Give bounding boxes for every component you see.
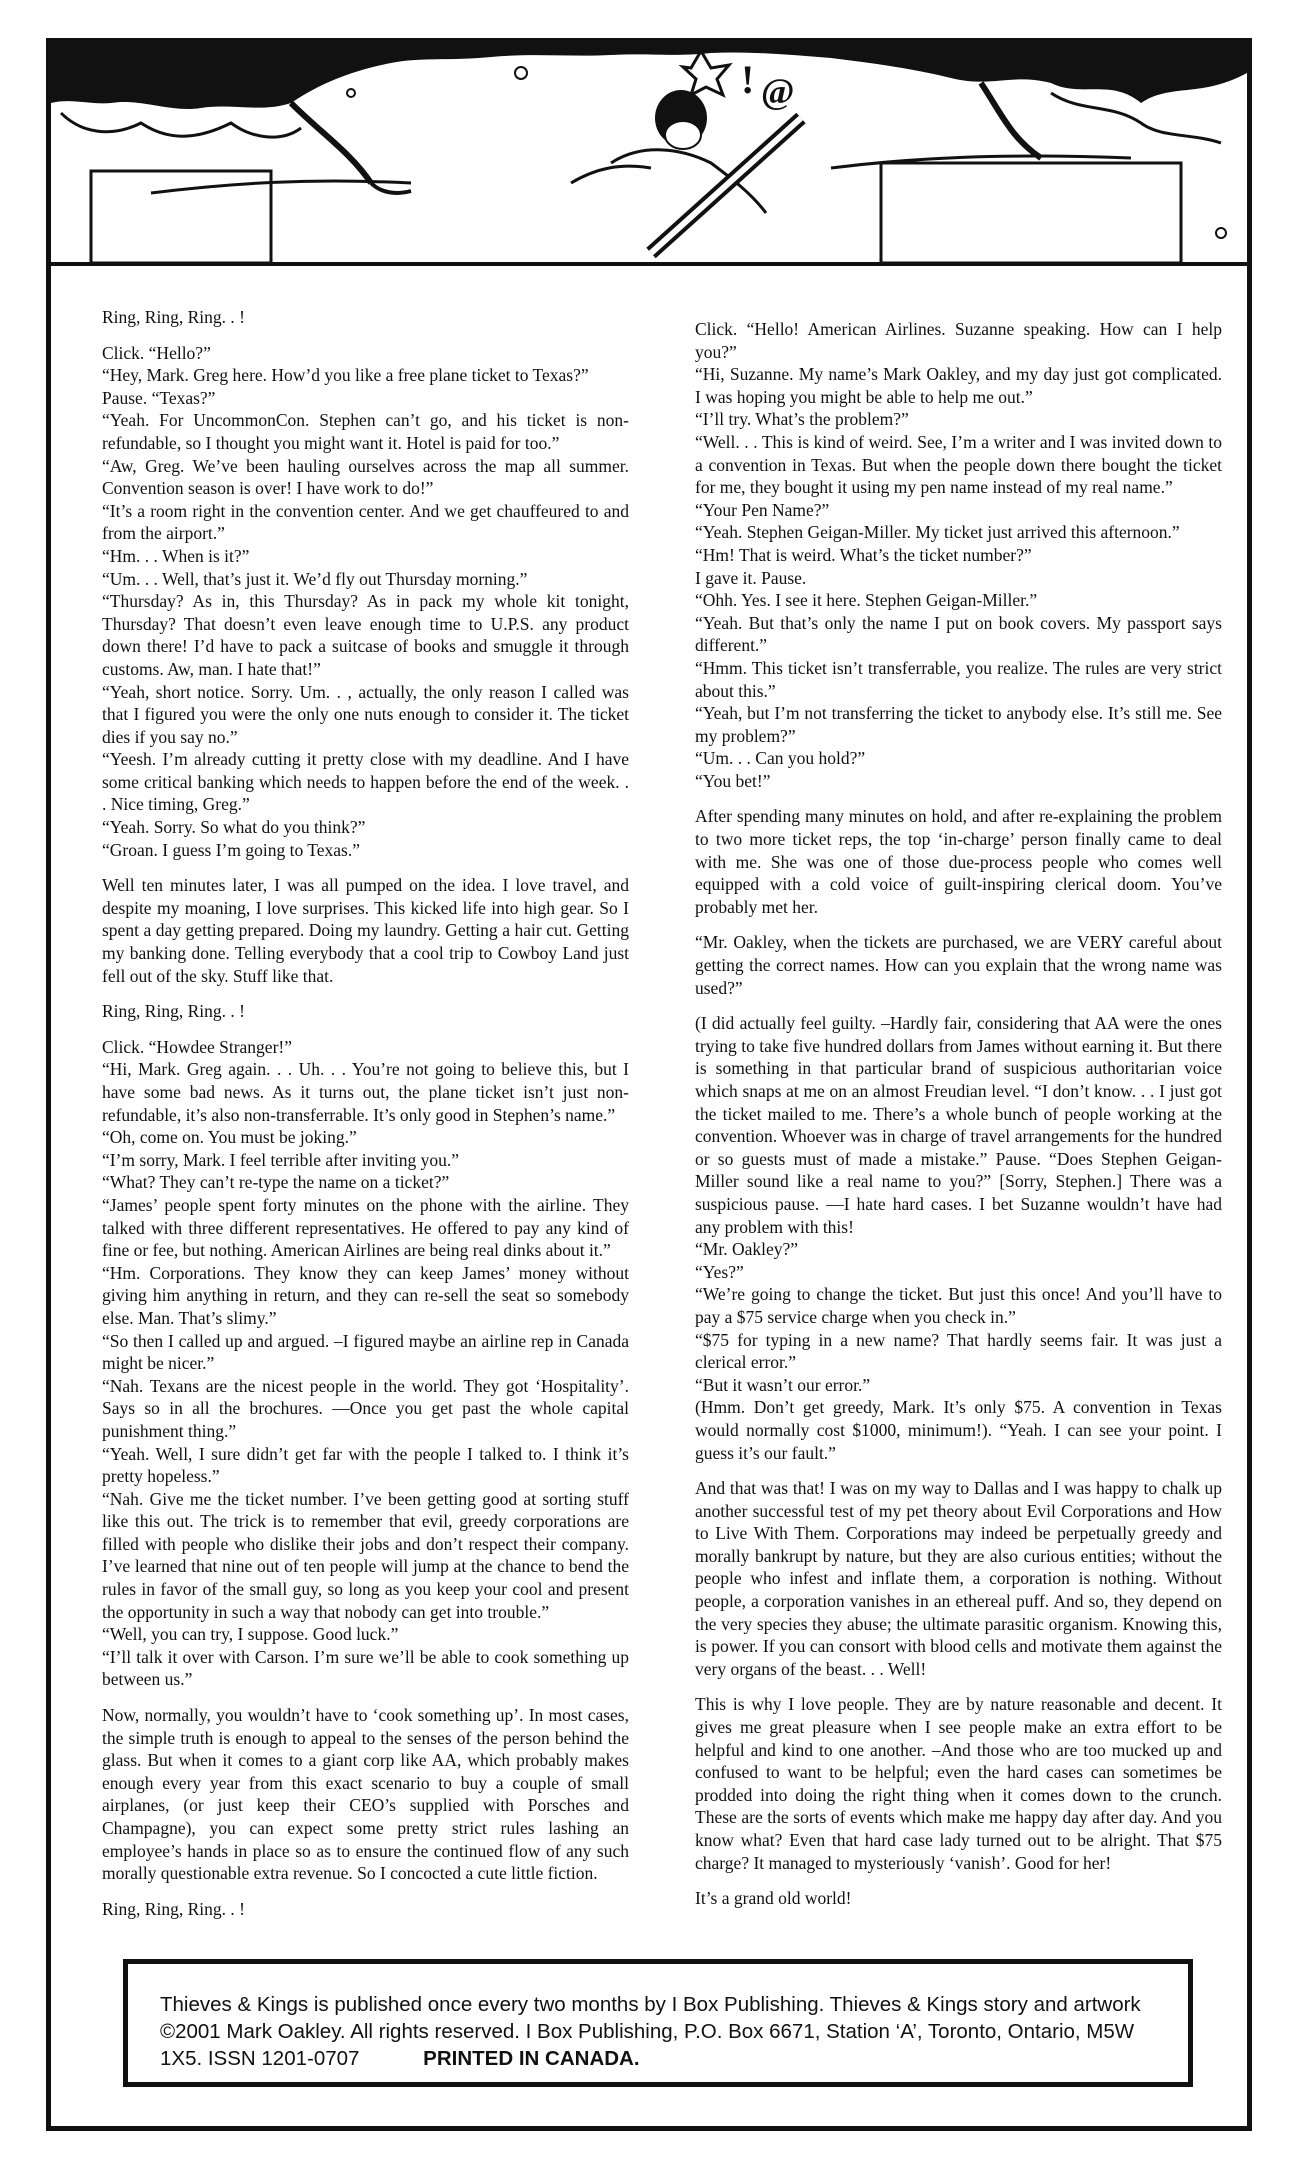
- article-paragraph: Well ten minutes later, I was all pumped on the idea. I love travel, and despite my moaning, I love surprises. This kicked life into high gear. So I spent a day getting prepared. Doing my laundry. Getting a hair cut. Getting my banking done. Telling everybody that a cool trip to Cowboy Land just fell out of the sky. Stuff like that.: [102, 875, 629, 986]
- article-paragraph: “Groan. I guess I’m going to Texas.”: [102, 839, 360, 860]
- article-paragraph: “Yeah. Sorry. So what do you think?”: [102, 817, 366, 838]
- article-left-column: [102, 306, 629, 1920]
- article-paragraph: “We’re going to change the ticket. But just this once! And you’ll have to pay a $75 service charge when you check in.”: [695, 1284, 1222, 1327]
- article-paragraph: “I’ll talk it over with Carson. I’m sure we’ll be able to cook something up between us.”: [102, 1646, 629, 1690]
- illustration-divider: [51, 262, 1247, 266]
- article-paragraph: “Hi, Suzanne. My name’s Mark Oakley, and my day just got complicated. I was hoping you might be able to help me out.”: [695, 364, 1222, 407]
- article-paragraph: “$75 for typing in a new name? That hardly seems fair. It was just a clerical error.”: [695, 1329, 1222, 1373]
- article-paragraph: “Hm. Corporations. They know they can keep James’ money without giving him anything in return, and they can re-sell the seat so somebody else. Man. That’s slimy.”: [102, 1262, 629, 1328]
- article-paragraph: “Mr. Oakley?”: [695, 1239, 799, 1260]
- article-paragraph: Ring, Ring, Ring. . !: [102, 307, 245, 327]
- article-paragraph: “Yeah. Well, I sure didn’t get far with the people I talked to. I think it’s pretty hopeless.”: [102, 1443, 629, 1487]
- article-paragraph: And that was that! I was on my way to Dallas and I was happy to chalk up another successful test of my pet theory about Evil Corporations and How to Live With Them. Corporations may indeed be perpetually greedy and morally bankrupt by nature, but they are also curious entities; without the people who infest and inflate them, a corporation is nothing. Without people, a corporation vanishes in an ethereal puff. And so, they depend on the very species they abuse; the ultimate parasitic organism. Knowing this, is power. If you can consort with blood cells and motivate them against the very organs of the beast. . . Well!: [695, 1478, 1222, 1679]
- article-paragraph: “Yeah. Stephen Geigan-Miller. My ticket just arrived this afternoon.”: [695, 522, 1180, 543]
- article-paragraph: “Your Pen Name?”: [695, 499, 830, 520]
- article-paragraph: “Um. . . Can you hold?”: [695, 748, 866, 769]
- article-paragraph: “Hm! That is weird. What’s the ticket number?”: [695, 544, 1032, 565]
- article-paragraph: “What? They can’t re-type the name on a ticket?”: [102, 1172, 450, 1193]
- article-paragraph: Now, normally, you wouldn’t have to ‘cook something up’. In most cases, the simple truth is enough to appeal to the senses of the person behind the glass. But when it comes to a giant corp like AA, which probably makes enough every year from this exact scenario to buy a couple of small airplanes, (or just keep their CEO’s supplied with Porsches and Champagne), you can expect some pretty strict rules lashing an employee’s hands in place so as to ensure the continued flow of any such morally questionable extra revenue. So I concocted a cute little fiction.: [102, 1705, 629, 1884]
- article-paragraph: “Yeah. For UncommonCon. Stephen can’t go, and his ticket is non-refundable, so I thought you might want it. Hotel is paid for too.”: [102, 410, 629, 453]
- article-paragraph: Ring, Ring, Ring. . !: [102, 1898, 245, 1919]
- article-paragraph: (I did actually feel guilty. –Hardly fair, considering that AA were the ones trying to take five hundred dollars from James without earning it. But there is something in that particular brand of suspicious authoritarian voice which snaps at me on an almost Freudian level. “I don’t know. . . I just got the ticket mailed to me. There’s a whole bunch of people working at the convention. Whoever was in charge of travel arrangements for the hundred or so guests must of made a mistake.” Pause. “Does Stephen Geigan-Miller sound like a real name to you?” [Sorry, Stephen.] There was a suspicious pause. —I hate hard cases. I bet Suzanne wouldn’t have had any problem with this!: [695, 1013, 1222, 1237]
- article-paragraph: “Oh, come on. You must be joking.”: [102, 1127, 357, 1148]
- article-paragraph: Click. “Howdee Stranger!”: [102, 1036, 292, 1057]
- article-paragraph: “It’s a room right in the convention center. And we get chauffeured to and from the airport.”: [102, 500, 629, 544]
- article-paragraph: This is why I love people. They are by nature reasonable and decent. It gives me great pleasure when I see people make an extra effort to be helpful and kind to one another. –And those who are too mucked up and confused to want to be helpful; even the hard cases can sometimes be prodded into doing the right thing when it comes down to the crunch. These are the sorts of events which make me happy day after day. And you know what? Even that hard case lady turned out to be alright. That $75 charge? It managed to mysteriously ‘vanish’. Good for her!: [695, 1694, 1222, 1873]
- article-paragraph: “Hi, Mark. Greg again. . . Uh. . . You’re not going to believe this, but I have some bad news. As it turns out, the plane ticket isn’t just non-refundable, it’s also non-transferrable. It’s only good in Stephen’s name.”: [102, 1059, 629, 1125]
- article-paragraph: “Mr. Oakley, when the tickets are purchased, we are VERY careful about getting the correct names. How can you explain that the wrong name was used?”: [695, 932, 1222, 998]
- article-paragraph: “Hmm. This ticket isn’t transferrable, you realize. The rules are very strict about this.”: [695, 657, 1222, 701]
- article-right-column: [695, 318, 1222, 1910]
- article-paragraph: “Aw, Greg. We’ve been hauling ourselves across the map all summer. Convention season is over! I have work to do!”: [102, 455, 629, 499]
- svg-text:!: !: [741, 57, 755, 102]
- article-paragraph: “Nah. Give me the ticket number. I’ve been getting good at sorting stuff like this out. The trick is to remember that evil, greedy corporations are filled with people who dislike their jobs and don’t respect their company. I’ve learned that nine out of ten people will jump at the chance to bend the rules in favor of the small guy, so long as you keep your cool and present the opportunity in such a way that nobody can get into trouble.”: [102, 1488, 629, 1622]
- article-paragraph: (Hmm. Don’t get greedy, Mark. It’s only $75. A convention in Texas would normally cost $1000, minimum!). “Yeah. I can see your point. I guess it’s our fault.”: [695, 1397, 1222, 1463]
- article-paragraph: It’s a grand old world!: [695, 1888, 852, 1909]
- article-paragraph: “So then I called up and argued. –I figured maybe an airline rep in Canada might be nicer.”: [102, 1330, 629, 1374]
- article-paragraph: “Yeah, short notice. Sorry. Um. . , actually, the only reason I called was that I figured you were the only one nuts enough to consider it. The ticket dies if you say no.”: [102, 681, 629, 747]
- article-paragraph: “I’m sorry, Mark. I feel terrible after inviting you.”: [102, 1149, 459, 1170]
- article-paragraph: Ring, Ring, Ring. . !: [102, 1001, 245, 1022]
- article-paragraph: “James’ people spent forty minutes on the phone with the airline. They talked with three different representatives. He offered to pay any kind of fine or fee, but nothing. American Airlines are being real dinks about it.”: [102, 1194, 629, 1261]
- article-paragraph: “But it wasn’t our error.”: [695, 1374, 871, 1395]
- article-paragraph: “Hm. . . When is it?”: [102, 545, 250, 566]
- article-paragraph: Pause. “Texas?”: [102, 387, 216, 408]
- publication-colophon-box: [123, 1959, 1193, 2087]
- article-paragraph: “Yeah. But that’s only the name I put on book covers. My passport says different.”: [695, 612, 1222, 656]
- svg-text:@: @: [761, 71, 795, 111]
- article-paragraph: “I’ll try. What’s the problem?”: [695, 409, 909, 430]
- colophon-text: Thieves & Kings is published once every two months by I Box Publishing. Thieves & Kings story and artwork ©2001 Mark Oakley. All rights reserved. I Box Publishing, P.O. Box 6671, Station ‘A’, Toronto, Ontario, M5W 1X5. ISSN 1201-0707: [160, 1993, 1141, 2070]
- article-paragraph: “Um. . . Well, that’s just it. We’d fly out Thursday morning.”: [102, 568, 528, 589]
- article-paragraph: After spending many minutes on hold, and after re-explaining the problem to two more ticket reps, the top ‘in-charge’ person finally came to deal with me. She was one of those due-process people who comes well equipped with a cold voice of guilt-inspiring clerical doom. You’ve probably met her.: [695, 806, 1222, 917]
- article-paragraph: “Well, you can try, I suppose. Good luck.”: [102, 1624, 399, 1645]
- article-paragraph: “Hey, Mark. Greg here. How’d you like a free plane ticket to Texas?”: [102, 365, 589, 386]
- article-paragraph: Click. “Hello?”: [102, 342, 211, 363]
- article-paragraph: “Yeah, but I’m not transferring the ticket to anybody else. It’s still me. See my problem?”: [695, 703, 1222, 746]
- article-paragraph: “Yes?”: [695, 1261, 744, 1282]
- article-paragraph: Click. “Hello! American Airlines. Suzanne speaking. How can I help you?”: [695, 319, 1222, 362]
- article-paragraph: I gave it. Pause.: [695, 567, 807, 588]
- article-paragraph: “Nah. Texans are the nicest people in the world. They got ‘Hospitality’. Says so in all the brochures. —Once you get past the whole capital punishment thing.”: [102, 1375, 629, 1441]
- article-paragraph: “Thursday? As in, this Thursday? As in pack my whole kit tonight, Thursday? That doesn’t even leave enough time to U.P.S. any product down there! I’d have to pack a suitcase of books and smuggle it through customs. Aw, man. I hate that!”: [102, 591, 629, 679]
- article-paragraph: “You bet!”: [695, 770, 771, 791]
- header-cartoon-illustration: [51, 43, 1247, 266]
- printed-in-canada-label: PRINTED IN CANADA.: [423, 2047, 640, 2070]
- article-paragraph: “Ohh. Yes. I see it here. Stephen Geigan-Miller.”: [695, 590, 1038, 611]
- article-paragraph: “Yeesh. I’m already cutting it pretty close with my deadline. And I have some critical banking which needs to happen before the end of the week. . . Nice timing, Greg.”: [102, 749, 629, 815]
- article-paragraph: “Well. . . This is kind of weird. See, I’m a writer and I was invited down to a convention in Texas. But when the people down there bought the ticket for me, they bought it using my pen name instead of my real name.”: [695, 431, 1222, 498]
